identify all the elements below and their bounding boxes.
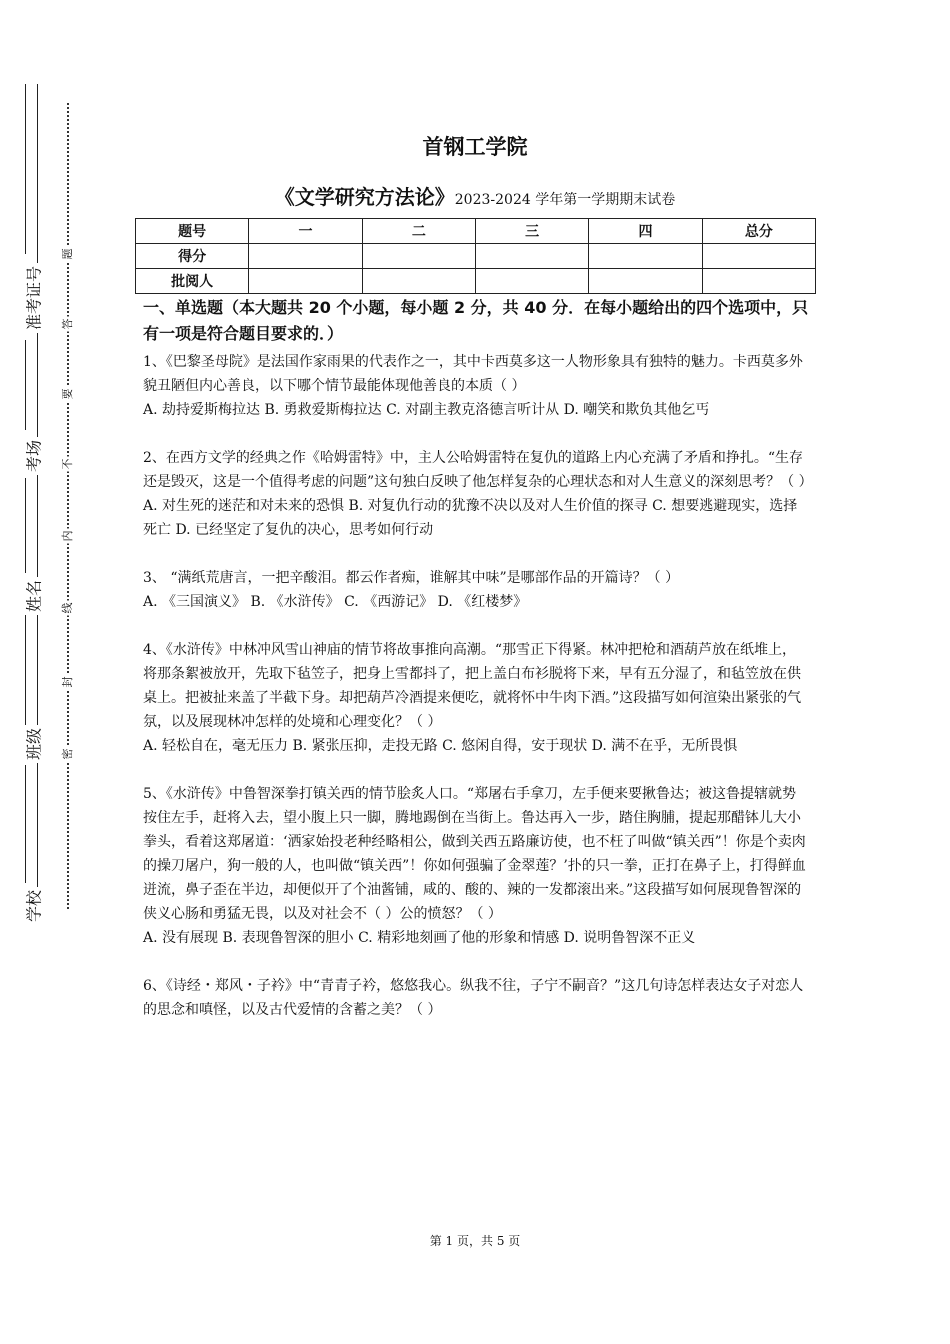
score-table (135, 218, 816, 294)
question-stem: 5、《水浒传》中鲁智深拳打镇关西的情节脍炙人口。“郑屠右手拿刀，左手便来要揪鲁达；被这鲁提辖就势按住左手，赶将入去，望小腹上只一脚，腾地踢倒在当街上。鲁达再入一步，踏住胸脯，提起那醋钵儿大小拳头，看着这郑屠道：‘洒家始投老种经略相公，做到关西五路廉访使，也不枉了叫做“镇关西”！你是个卖肉的操刀屠户，狗一般的人，也叫做“镇关西”！你如何强骗了金翠莲？’扑的只一拳，正打在鼻子上，打得鲜血迸流，鼻子歪在半边，却便似开了个油酱铺，咸的、酸的、辣的一发都滚出来。”这段描写如何展现鲁智深的侠义心肠和勇猛无畏，以及对社会不（ ）公的愤怒？（ ） (143, 786, 806, 922)
question-stem: 3、 “满纸荒唐言，一把辛酸泪。都云作者痴，谁解其中味”是哪部作品的开篇诗？（ ） (143, 570, 680, 586)
label-class: 班级 (22, 725, 45, 763)
question-options: A. 轻松自在，毫无压力 B. 紧张压抑，走投无路 C. 悠闲自得，安于现状 D. 满不在乎，无所畏惧 (143, 738, 738, 754)
seal-char: 不 (61, 458, 74, 470)
exam-content (143, 295, 813, 1022)
question-6 (143, 974, 809, 1022)
seal-char: 答 (61, 318, 74, 330)
seal-char: 题 (61, 248, 74, 260)
exam-title (0, 181, 950, 210)
exam-term: 2023-2024 学年第一学期期末试卷 (454, 192, 676, 208)
grader-cell[interactable] (702, 269, 815, 294)
question-4 (143, 638, 809, 758)
question-stem: 2、在西方文学的经典之作《哈姆雷特》中，主人公哈姆雷特在复仇的道路上内心充满了矛盾和挣扎。“生存还是毁灭，这是一个值得考虑的问题”这句独白反映了他怎样复杂的心理状态和对人生意义的深刻思考？（ ） (143, 450, 813, 490)
score-cell[interactable] (589, 244, 702, 269)
table-header-cell: 一 (249, 219, 362, 244)
binding-dotted-line (67, 103, 69, 909)
score-cell[interactable] (362, 244, 475, 269)
grader-cell[interactable] (249, 269, 362, 294)
question-stem: 1、《巴黎圣母院》是法国作家雨果的代表作之一，其中卡西莫多这一人物形象具有独特的魅力。卡西莫多外貌丑陋但内心善良，以下哪个情节最能体现他善良的本质（ ） (143, 354, 803, 394)
fill-line-exam-number (25, 84, 26, 254)
seal-char: 内 (61, 530, 74, 542)
seal-char: 密 (61, 748, 74, 760)
table-header-cell: 总分 (702, 219, 815, 244)
question-5 (143, 782, 809, 950)
question-options: A. 劫持爱斯梅拉达 B. 勇救爱斯梅拉达 C. 对副主教克洛德言听计从 D. 嘲笑和欺负其他乞丐 (143, 402, 710, 418)
table-header-cell: 三 (475, 219, 588, 244)
question-stem: 4、《水浒传》中林冲风雪山神庙的情节将故事推向高潮。“那雪正下得紧。林冲把枪和酒葫芦放在纸堆上，将那条絮被放开，先取下毡笠子，把身上雪都抖了，把上盖白布衫脱将下来，早有五分湿了，和毡笠放在供桌上。把被扯来盖了半截下身。却把葫芦冷酒提来便吃，就将怀中牛肉下酒。”这段描写如何渲染出紧张的气氛，以及展现林冲怎样的处境和心理变化？（ ） (143, 642, 802, 730)
score-cell[interactable] (702, 244, 815, 269)
score-cell[interactable] (475, 244, 588, 269)
question-options: A. 《三国演义》 B. 《水浒传》 C. 《西游记》 D. 《红楼梦》 (143, 594, 528, 610)
section-title: 一、单选题（本大题共 20 个小题，每小题 2 分，共 40 分．在每小题给出的四个选项中，只有一项是符合题目要求的．） (143, 298, 809, 343)
label-name: 姓名 (22, 577, 45, 615)
course-title: 《文学研究方法论》 (274, 185, 455, 209)
question-options: A. 对生死的迷茫和对未来的恐惧 B. 对复仇行动的犹豫不决以及对人生价值的探寻 C. 想要逃避现实，选择死亡 D. 已经坚定了复仇的决心，思考如何行动 (143, 498, 798, 538)
grader-cell[interactable] (475, 269, 588, 294)
seal-char: 封 (61, 676, 74, 688)
page-footer: 第 1 页，共 5 页 (429, 1234, 521, 1248)
label-exam-room: 考场 (22, 437, 45, 475)
score-cell[interactable] (249, 244, 362, 269)
fill-line-school (25, 765, 26, 883)
score-row (136, 244, 816, 269)
question-stem: 6、《诗经・郑风・子衿》中“青青子衿，悠悠我心。纵我不往，子宁不嗣音？”这几句诗怎样表达女子对恋人的思念和嗔怪，以及古代爱情的含蓄之美？（ ） (143, 978, 804, 1018)
label-school: 学校 (22, 887, 45, 925)
table-header-cell: 二 (362, 219, 475, 244)
question-1 (143, 350, 809, 422)
row-label-score: 得分 (136, 244, 249, 269)
fill-line-class (25, 615, 26, 725)
table-header-cell: 四 (589, 219, 702, 244)
label-exam-number: 准考证号 (22, 263, 45, 333)
question-options: A. 没有展现 B. 表现鲁智深的胆小 C. 精彩地刻画了他的形象和情感 D. 说明鲁智深不正义 (143, 930, 696, 946)
seal-char: 线 (61, 602, 74, 614)
school-name: 首钢工学院 (422, 135, 528, 159)
table-header-cell: 题号 (136, 219, 249, 244)
fill-line-name (25, 478, 26, 573)
question-3 (143, 566, 809, 614)
score-table-header-row (136, 219, 816, 244)
grader-row (136, 269, 816, 294)
seal-char: 要 (61, 388, 74, 400)
row-label-grader: 批阅人 (136, 269, 249, 294)
fill-line-exam-room (25, 340, 26, 430)
grader-cell[interactable] (589, 269, 702, 294)
grader-cell[interactable] (362, 269, 475, 294)
question-2 (143, 446, 813, 542)
